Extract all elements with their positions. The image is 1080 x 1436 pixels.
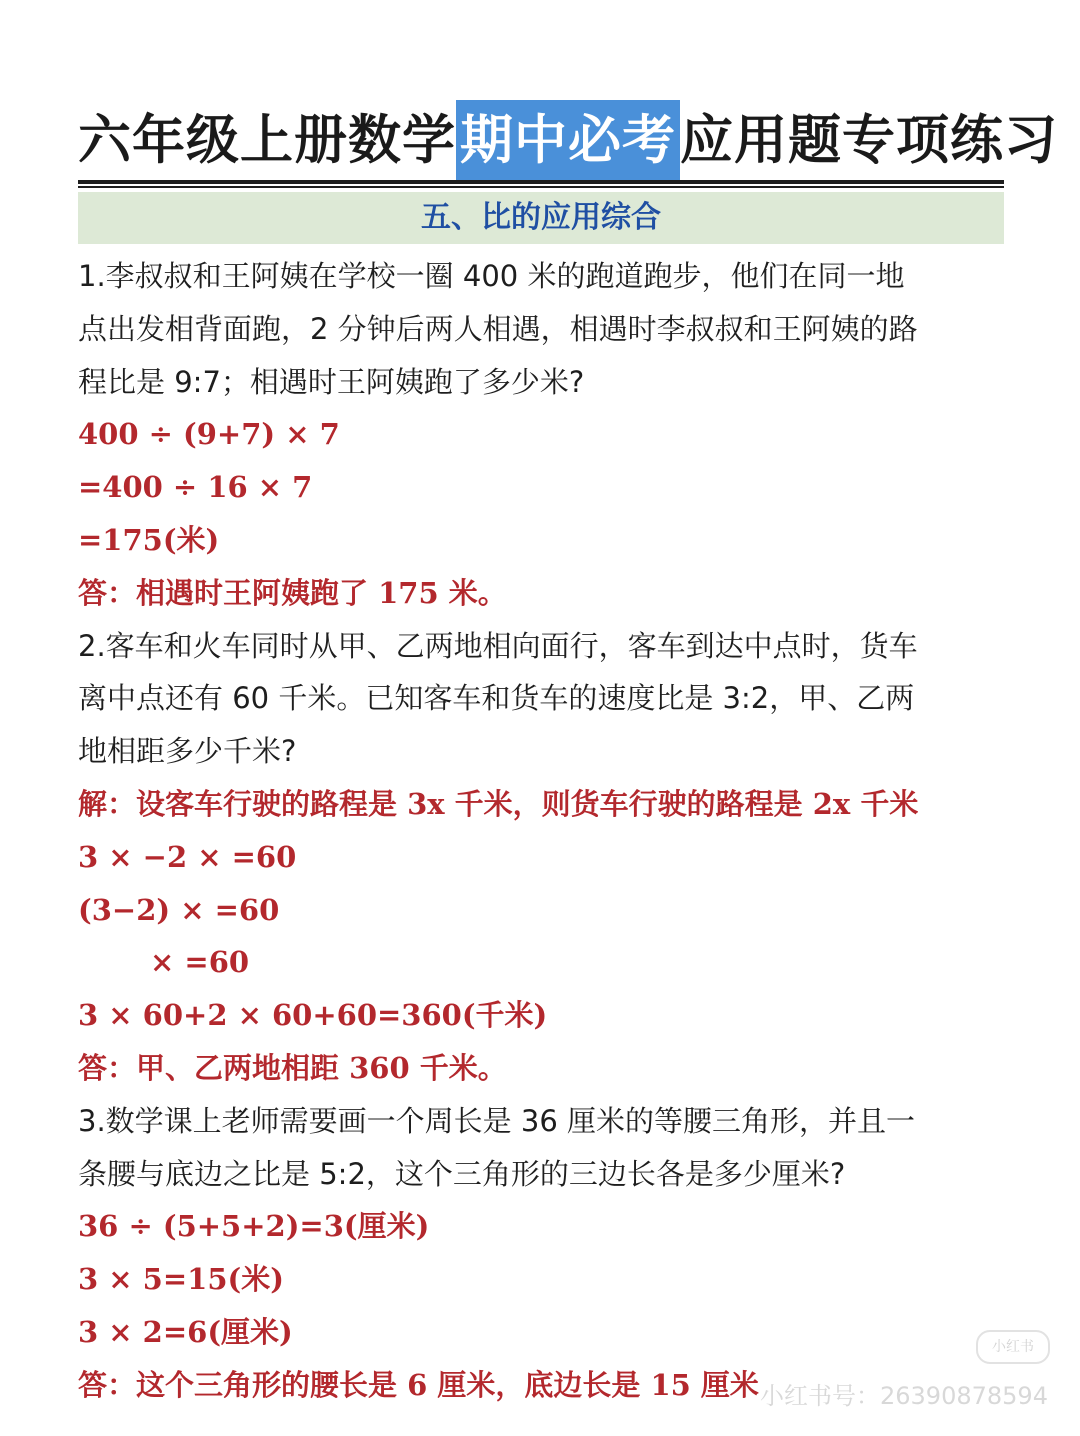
question-line: 离中点还有 60 千米。已知客车和货车的速度比是 3:2，甲、乙两	[78, 681, 915, 716]
solution-line: 解：设客车行驶的路程是 3x 千米，则货车行驶的路程是 2x 千米	[78, 786, 919, 821]
solution-line: 3 × 60+2 × 60+60=360(千米)	[78, 998, 548, 1033]
solution-line: 答：这个三角形的腰长是 6 厘米，底边长是 15 厘米	[78, 1367, 759, 1402]
solution-line: 36 ÷ (5+5+2)=3(厘米)	[78, 1209, 430, 1244]
title-text-after: 应用题专项练习	[680, 109, 1058, 171]
title-underline-thin	[78, 186, 1004, 188]
solution-line: 3 × 5=15(米)	[78, 1262, 284, 1297]
question-line: 程比是 9:7；相遇时王阿姨跑了多少米?	[78, 364, 585, 399]
corner-logo-watermark: 小红书	[976, 1330, 1050, 1364]
problem-content	[78, 250, 1008, 1412]
title-underline-thick	[78, 180, 1004, 184]
solution-line: × =60	[150, 945, 250, 980]
title-text-before: 六年级上册数学	[78, 109, 456, 171]
question-line: 3.数学课上老师需要画一个周长是 36 厘米的等腰三角形，并且一	[78, 1103, 916, 1138]
title-highlight: 期中必考	[456, 100, 680, 180]
solution-line: 答：相遇时王阿姨跑了 175 米。	[78, 575, 507, 610]
solution-line: 答：甲、乙两地相距 360 千米。	[78, 1050, 507, 1085]
solution-line: 400 ÷ (9+7) × 7	[78, 417, 340, 452]
solution-line: 3 × −2 × =60	[78, 839, 297, 874]
solution-line: 3 × 2=6(厘米)	[78, 1314, 293, 1349]
solution-line: =400 ÷ 16 × 7	[78, 470, 313, 505]
solution-line: =175(米)	[78, 522, 220, 557]
section-heading: 五、比的应用综合	[78, 192, 1004, 244]
question-line: 1.李叔叔和王阿姨在学校一圈 400 米的跑道跑步，他们在同一地	[78, 259, 905, 293]
question-line: 条腰与底边之比是 5:2，这个三角形的三边长各是多少厘米?	[78, 1156, 846, 1191]
page-title	[78, 100, 1058, 180]
question-line: 2.客车和火车同时从甲、乙两地相向面行，客车到达中点时，货车	[78, 628, 918, 663]
question-line: 点出发相背面跑，2 分钟后两人相遇，相遇时李叔叔和王阿姨的路	[78, 311, 918, 346]
question-line: 地相距多少千米?	[78, 734, 297, 769]
solution-line: (3−2) × =60	[78, 892, 280, 927]
account-watermark: 小红书号：2639087859​4	[760, 1382, 1048, 1410]
